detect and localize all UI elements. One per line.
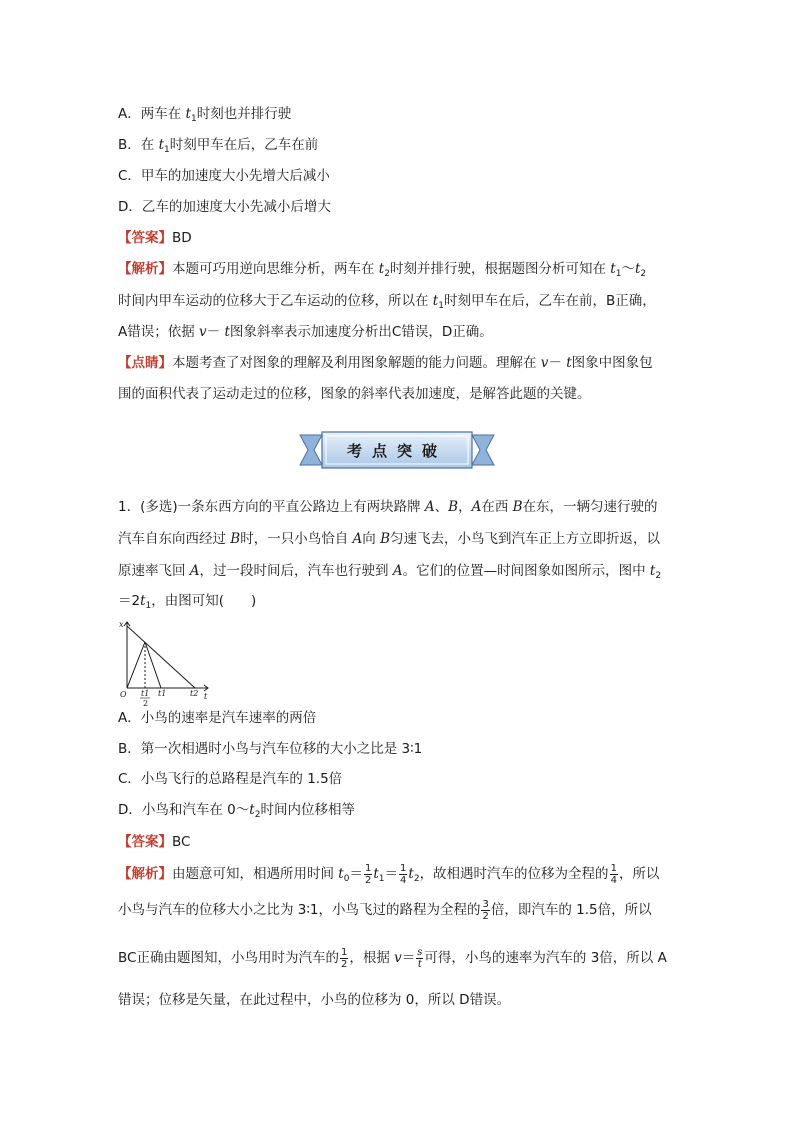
- axis-x-label: x: [119, 620, 124, 629]
- tick-t2: t2: [190, 689, 199, 698]
- question-1-line-4: $=2t_1$，由图可知( ): [118, 593, 257, 611]
- option-c: C．甲车的加速度大小先增大后减小: [118, 168, 330, 184]
- answer-2: 【答案】BC: [118, 834, 191, 850]
- tick-t1-half-num: t1: [141, 689, 150, 698]
- question-1-line-2: 汽车自东向西经过 B时，一只小鸟恰自 A向 B匀速飞去，小鸟飞到汽车正上方立即折返，以: [118, 531, 660, 547]
- comment-1-line-1: 【点睛】本题考查了对图象的理解及利用图象解题的能力问题。理解在 v－ t图象中图象包: [118, 355, 653, 371]
- origin-label: O: [120, 690, 127, 699]
- car-line: [127, 626, 195, 688]
- position-time-graph: [116, 618, 216, 708]
- q1-option-d: D．小鸟和汽车在 $0\sim t_2$时间内位移相等: [118, 802, 355, 820]
- q1-option-c: C．小鸟飞行的总路程是汽车的 1.5倍: [118, 771, 343, 787]
- analysis-2-line-1: 【解析】由题意可知，相遇所用时间 $t_0=$ $\frac{1}{2}$ $t_1=$ $\frac{1}{4}$ $t_2$，故相遇时汽车的位移为全程的 $\frac{1}{4}$ ，所以: [118, 862, 660, 886]
- bird-outbound: [127, 642, 145, 688]
- analysis-1-line-2: 时间内甲车运动的位移大于乙车运动的位移，所以在 $t_1$时刻甲车在后，乙车在前，B正确，: [118, 293, 656, 311]
- tick-t1: t1: [158, 689, 167, 698]
- analysis-1-line-3: A错误；依据 v－ t图象斜率表示加速度分析出C错误，D正确。: [118, 324, 493, 340]
- question-1-line-1: 1．(多选)一条东西方向的平直公路边上有两块路牌 A、B，A在西 B在东，一辆匀速行驶的: [118, 499, 658, 515]
- answer-1: 【答案】BD: [118, 230, 192, 246]
- q1-option-b: B．第一次相遇时小鸟与汽车位移的大小之比是 3∶1: [118, 741, 423, 757]
- section-banner: [300, 430, 494, 470]
- option-a: A．两车在 $t_1$时刻也并排行驶: [118, 106, 292, 124]
- option-d: D．乙车的加速度大小先减小后增大: [118, 199, 331, 215]
- bird-return: [145, 642, 161, 688]
- banner-title: 考点突破: [346, 442, 447, 460]
- tick-t1-half-den: 2: [143, 699, 149, 708]
- analysis-2-line-3: BC正确由题图知，小鸟用时为汽车的 $\frac{1}{2}$ ，根据 v＝ $\frac{s}{t}$ 可得，小鸟的速率为汽车的 3倍，所以 A: [118, 946, 667, 970]
- option-b: B．在 $t_1$时刻甲车在后，乙车在前: [118, 137, 319, 155]
- analysis-2-line-4: 错误；位移是矢量，在此过程中，小鸟的位移为 0，所以 D错误。: [118, 992, 511, 1008]
- analysis-1-line-1: 【解析】本题可巧用逆向思维分析，两车在 $t_2$时刻并排行驶，根据题图分析可知在 $t_1\sim t_2$: [118, 261, 647, 279]
- question-1-line-3: 原速率飞回 A，过一段时间后，汽车也行驶到 A。它们的位置—时间图象如图所示，图中 $t_2$: [118, 563, 662, 581]
- q1-option-a: A．小鸟的速率是汽车速率的两倍: [118, 710, 317, 726]
- comment-1-line-2: 围的面积代表了运动走过的位移，图象的斜率代表加速度，是解答此题的关键。: [118, 386, 591, 402]
- axis-t-label: t: [204, 692, 208, 701]
- analysis-2-line-2: 小鸟与汽车的位移大小之比为 3∶1，小鸟飞过的路程为全程的 $\frac{3}{2}$ 倍，即汽车的 1.5倍，所以: [118, 898, 652, 922]
